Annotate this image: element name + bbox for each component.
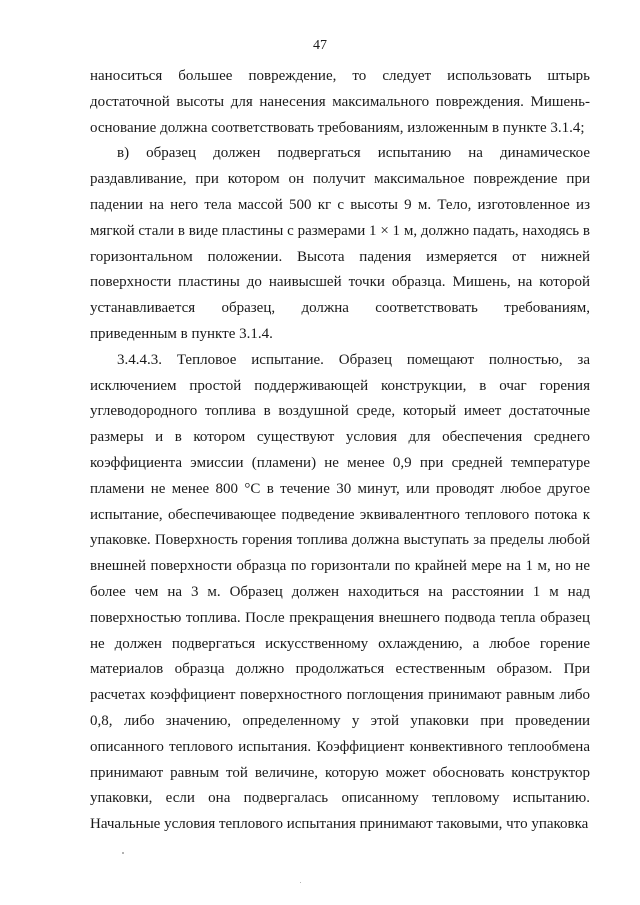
paragraph-continuation: наноситься большее повреждение, то следует использовать штырь достаточной высоты для нанесения максимального повреждения. Мишень-основание должна соответствовать требованиям, изложенным в пункте 3.1.4; xyxy=(90,68,590,136)
page-number: 47 xyxy=(313,38,327,53)
paragraph-item-v: в) образец должен подвергаться испытанию на динамическое раздавливание, при котором он получит максимальное повреждение при падении на него тела массой 500 кг с высоты 9 м. Тело, изготовленное из мягкой стали в виде пластины с размерами 1 × 1 м, должно падать, находясь в горизонтальном положении. Высота падения измеряется от нижней поверхности пластины до наивысшей точки образца. Мишень, на которой устанавливается образец, должна соответствовать требованиям, приведенным в пункте 3.1.4. xyxy=(90,145,590,342)
scan-speck xyxy=(122,852,124,854)
scan-speck xyxy=(300,882,301,883)
paragraph-thermal-test: 3.4.4.3. Тепловое испытание. Образец помещают полностью, за исключением простой поддерживающей конструкции, в очаг горения углеводородного топлива в воздушной среде, который имеет достаточные размеры и в котором существуют условия для обеспечения среднего коэффициента эмиссии (пламени) не менее 0,9 при средней температуре пламени не менее 800 °С в течение 30 минут, или проводят любое другое испытание, обеспечивающее подведение эквивалентного теплового потока к упаковке. Поверхность горения топлива должна выступать за пределы любой внешней поверхности образца по горизонтали по крайней мере на 1 м, но не более чем на 3 м. Образец должен находиться на расстоянии 1 м над поверхностью топлива. После прекращения внешнего подвода тепла образец не должен подвергаться искусственному охлаждению, а любое горение материалов образца должно продолжаться естественным образом. При расчетах коэффициент поверхностного поглощения принимают равным либо 0,8, либо значению, определенному у этой упаковки при проведении описанного теплового испытания. Коэффициент конвективного теплообмена принимают равным той величине, которую может обосновать конструктор упаковки, если она подвергалась описанному тепловому испытанию. Начальные условия теплового испытания принимают таковыми, что упаковка xyxy=(90,351,590,833)
document-body xyxy=(90,64,590,838)
